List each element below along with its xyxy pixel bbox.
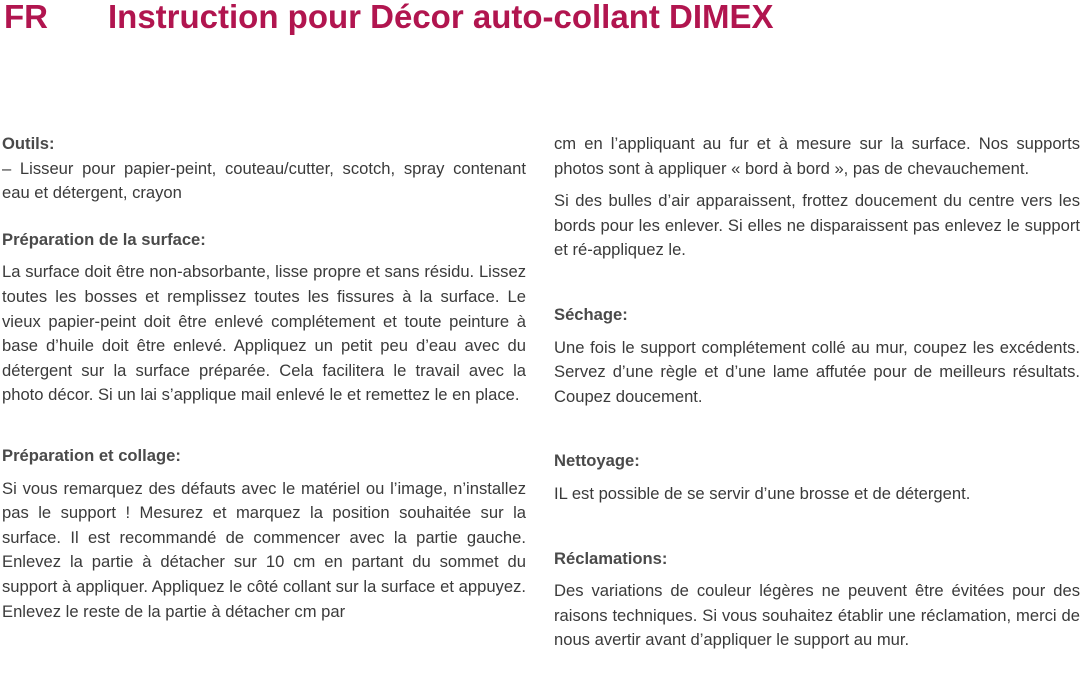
section-text-nettoyage: IL est possible de se servir d’une brosse et de détergent. — [554, 483, 971, 503]
section-heading-reclamations: Réclamations: — [554, 548, 668, 568]
section-heading-preparation-surface: Préparation de la surface: — [2, 229, 206, 249]
section-text-air-bubbles: Si des bulles d’air apparaissent, frottez doucement du centre vers les bords pour les enlever. Si elles ne disparaissent pas enlevez le support et ré-appliquez le. — [554, 191, 1080, 260]
section-heading-preparation-collage: Préparation et collage: — [2, 445, 181, 465]
section-text-reclamations: Des variations de couleur légères ne peuvent être évitées pour des raisons techniques. Si vous souhaitez établir une réclamation, merci de nous avertir avant d’appliquer le support au mur. — [554, 581, 1080, 650]
section-heading-outils: Outils: — [2, 134, 55, 153]
section-heading-nettoyage: Nettoyage: — [554, 451, 640, 471]
section-text-preparation-collage-continued: cm en l’appliquant au fur et à mesure sur la surface. Nos supports photos sont à appliquer « bord à bord », pas de chevauchement. — [554, 134, 1080, 178]
right-column — [554, 132, 1080, 653]
document-title: Instruction pour Décor auto-collant DIMEX — [108, 0, 774, 35]
section-text-outils: – Lisseur pour papier-peint, couteau/cutter, scotch, spray contenant eau et détergent, crayon — [2, 158, 526, 203]
left-column — [2, 132, 526, 624]
section-text-preparation-collage: Si vous remarquez des défauts avec le matériel ou l’image, n’installez pas le support ! Mesurez et marquez la position souhaitée sur la surface. Il est recommandé de commencer avec la partie gauche. Enlevez la partie à détacher sur 10 cm en partant du sommet du support à appliquer. Appliquez le côté collant sur la surface et appuyez. Enlevez le reste de la partie à détacher cm par — [2, 478, 526, 621]
language-code: FR — [4, 0, 48, 35]
section-text-sechage: Une fois le support complétement collé au mur, coupez les excédents. Servez d’une règle et d’une lame affutée pour de meilleurs résultats. Coupez doucement. — [554, 337, 1080, 406]
section-heading-sechage: Séchage: — [554, 304, 628, 324]
section-text-preparation-surface: La surface doit être non-absorbante, lisse propre et sans résidu. Lissez toutes les bosses et remplissez toutes les fissures à la surface. Le vieux papier-peint doit être enlevé complétement et toute peinture à base d’huile doit être enlevé. Appliquez un petit peu d’eau avec du détergent sur la surface préparée. Cela facilitera le travail avec la photo décor. Si un lai s’applique mail enlevé le et remettez le en place. — [2, 262, 526, 405]
page-title — [4, 0, 774, 42]
